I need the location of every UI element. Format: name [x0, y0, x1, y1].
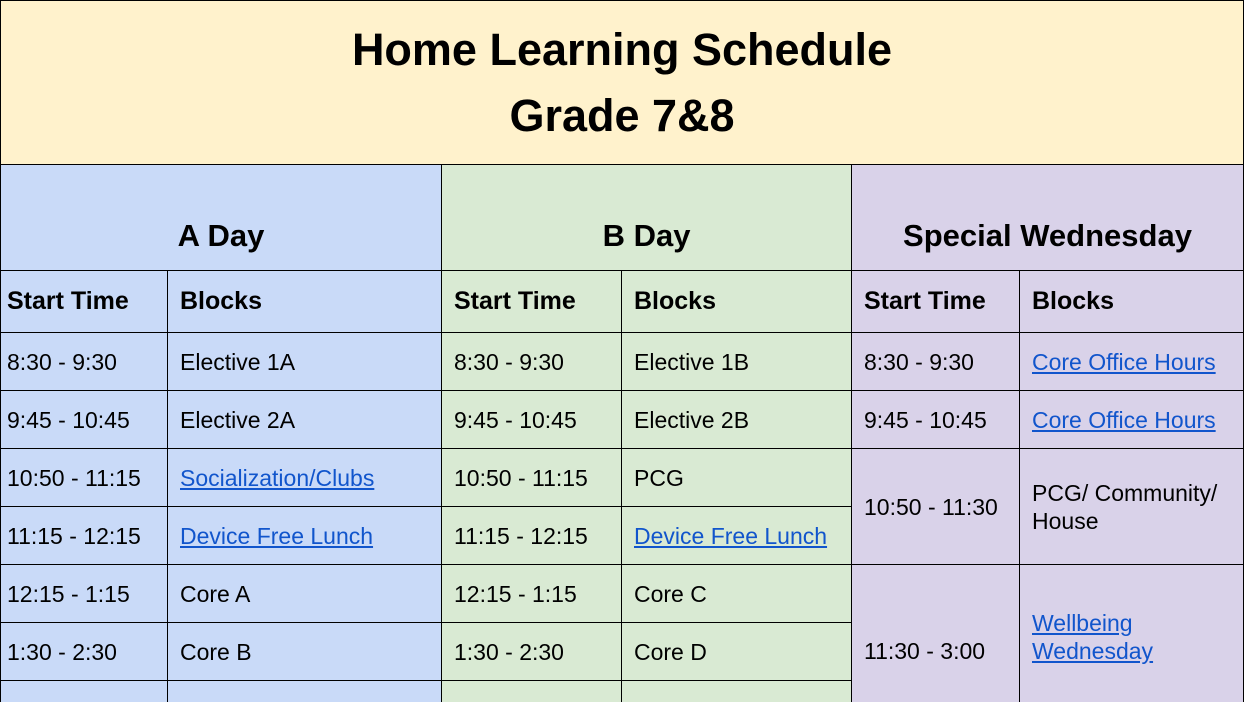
- b-day-time: 11:15 - 12:15: [442, 507, 622, 565]
- wednesday-time: 9:45 - 10:45: [852, 391, 1020, 449]
- b-day-time: 1:30 - 2:30: [442, 623, 622, 681]
- b-day-block: Core C: [622, 565, 852, 623]
- wednesday-start-time-header: Start Time: [852, 271, 1020, 333]
- a-day-start-time-header: Start Time: [0, 271, 168, 333]
- wednesday-block-cell: [1020, 333, 1244, 391]
- a-day-time: 8:30 - 9:30: [0, 333, 168, 391]
- socialization-clubs-link[interactable]: Socialization/Clubs: [180, 464, 375, 491]
- a-day-cut-off-cell: [168, 681, 442, 702]
- wednesday-block: PCG/ Community/ House: [1020, 449, 1244, 565]
- device-free-lunch-link[interactable]: Device Free Lunch: [634, 522, 828, 549]
- wednesday-time: 8:30 - 9:30: [852, 333, 1020, 391]
- b-day-block: Elective 2B: [622, 391, 852, 449]
- wednesday-block-cell: [1020, 565, 1244, 702]
- wellbeing-wednesday-link[interactable]: Wellbeing Wednesday: [1032, 610, 1154, 664]
- wednesday-block-cell: [1020, 391, 1244, 449]
- a-day-time: 1:30 - 2:30: [0, 623, 168, 681]
- special-wednesday-header: Special Wednesday: [852, 165, 1244, 271]
- a-day-time: 11:15 - 12:15: [0, 507, 168, 565]
- wednesday-blocks-header: Blocks: [1020, 271, 1244, 333]
- a-day-time: 9:45 - 10:45: [0, 391, 168, 449]
- b-day-time: 10:50 - 11:15: [442, 449, 622, 507]
- b-day-blocks-header: Blocks: [622, 271, 852, 333]
- title-cell: [0, 0, 1244, 165]
- b-day-time: 8:30 - 9:30: [442, 333, 622, 391]
- b-day-cut-off-cell: [442, 681, 622, 702]
- a-day-block: Elective 2A: [168, 391, 442, 449]
- core-office-hours-link[interactable]: Core Office Hours: [1032, 406, 1216, 433]
- b-day-block: Elective 1B: [622, 333, 852, 391]
- a-day-block: Core B: [168, 623, 442, 681]
- a-day-blocks-header: Blocks: [168, 271, 442, 333]
- a-day-block-cell: [168, 449, 442, 507]
- b-day-start-time-header: Start Time: [442, 271, 622, 333]
- title-line-2: Grade 7&8: [509, 89, 735, 141]
- b-day-block: Core D: [622, 623, 852, 681]
- b-day-block: PCG: [622, 449, 852, 507]
- title-line-1: Home Learning Schedule: [351, 23, 893, 75]
- device-free-lunch-link[interactable]: Device Free Lunch: [180, 522, 374, 549]
- b-day-time: 12:15 - 1:15: [442, 565, 622, 623]
- wednesday-time: 10:50 - 11:30: [852, 449, 1020, 565]
- b-day-cut-off-cell: [622, 681, 852, 702]
- a-day-block: Core A: [168, 565, 442, 623]
- b-day-time: 9:45 - 10:45: [442, 391, 622, 449]
- a-day-time: 10:50 - 11:15: [0, 449, 168, 507]
- b-day-header: B Day: [442, 165, 852, 271]
- a-day-header: A Day: [0, 165, 442, 271]
- core-office-hours-link[interactable]: Core Office Hours: [1032, 348, 1216, 375]
- b-day-block-cell: [622, 507, 852, 565]
- a-day-block: Elective 1A: [168, 333, 442, 391]
- a-day-time: 12:15 - 1:15: [0, 565, 168, 623]
- a-day-block-cell: [168, 507, 442, 565]
- wednesday-time: 11:30 - 3:00: [852, 565, 1020, 702]
- a-day-cut-off-cell: [0, 681, 168, 702]
